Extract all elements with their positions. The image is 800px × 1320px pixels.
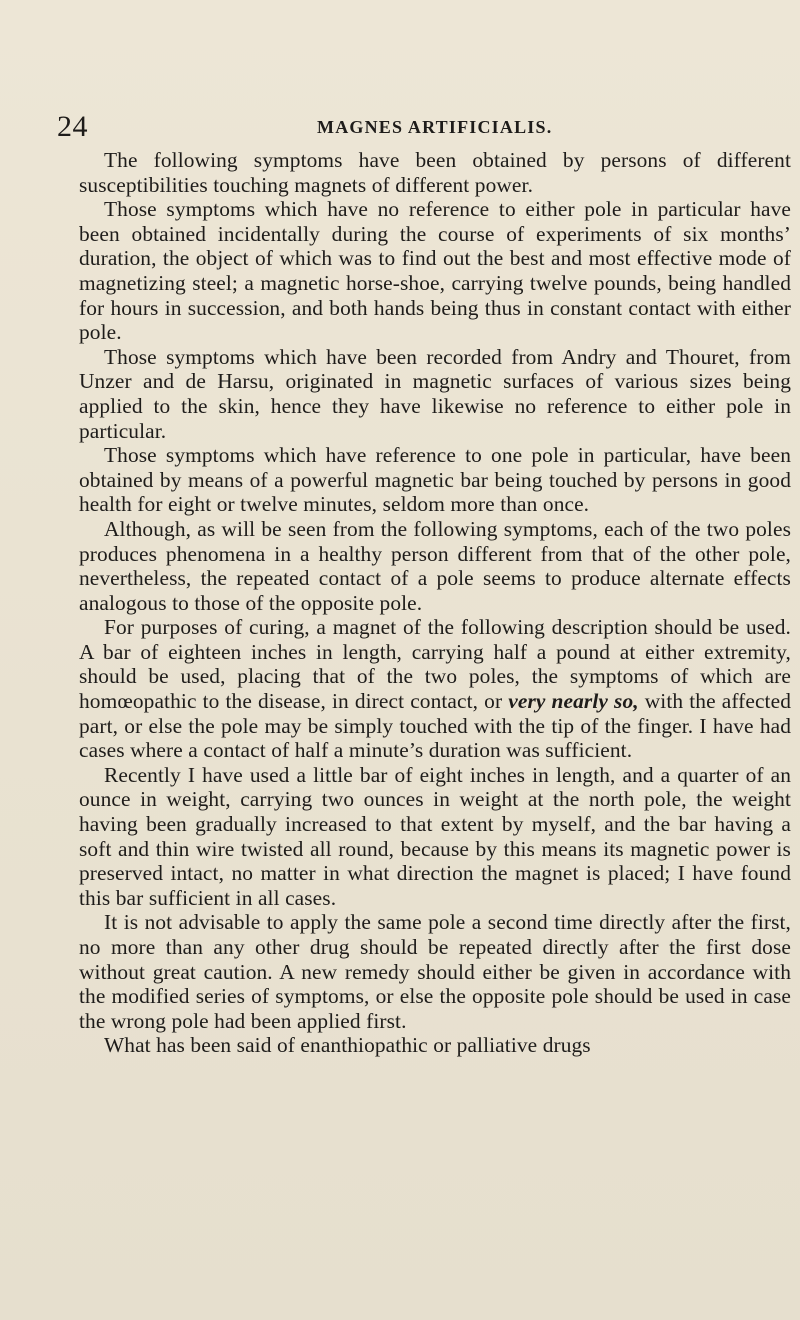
paragraph: It is not advisable to apply the same pole a second time directly after the first, no more than any other drug should be repeated directly after the first dose without great caution. A new remedy should either be given in accordance with the modified series of symptoms, or else the opposite pole should be used in case the wrong pole had been applied first. bbox=[79, 910, 791, 1033]
paragraph: Recently I have used a little bar of eight inches in length, and a quarter of an ounce in weight, carrying two ounces in weight at the north pole, the weight having been gradually increased to that extent by myself, and the bar having a soft and thin wire twisted all round, because by this means its magnetic power is preserved intact, no matter in what direction the magnet is placed; I have found this bar sufficient in all cases. bbox=[79, 762, 791, 910]
page-header bbox=[57, 112, 747, 142]
paragraph: The following symptoms have been obtained by persons of different susceptibilities touching magnets of different power. bbox=[79, 148, 791, 197]
paragraph: Those symptoms which have reference to one pole in particular, have been obtained by means of a powerful magnetic bar being touched by persons in good health for eight or twelve minutes, seldom more than once. bbox=[79, 443, 791, 517]
page-number: 24 bbox=[57, 110, 88, 143]
body-text bbox=[79, 148, 791, 1058]
paragraph bbox=[79, 615, 791, 763]
emphasis-text: very nearly so, bbox=[508, 689, 639, 714]
paragraph-text: with the affected part, or else the pole may be simply touched with the tip of the finger. I have had cases where a contact of half a minute’s duration was sufficient. bbox=[79, 689, 791, 763]
paragraph: Those symptoms which have been recorded from Andry and Thouret, from Unzer and de Harsu, originated in magnetic surfaces of various sizes being applied to the skin, hence they have likewise no reference to either pole in particular. bbox=[79, 344, 791, 443]
paragraph-text: For purposes of curing, a magnet of the following description should be used. A bar of eighteen inches in length, carrying half a pound at either extremity, should be used, placing that of the two poles, the symptoms of which are homœopathic to the disease, in direct contact, or bbox=[79, 615, 791, 714]
paragraph: What has been said of enanthiopathic or palliative drugs bbox=[104, 1033, 591, 1058]
paragraph: Although, as will be seen from the following symptoms, each of the two poles produces phenomena in a healthy person different from that of the other pole, nevertheless, the repeated contact of a pole seems to produce alternate effects analogous to those of the opposite pole. bbox=[79, 516, 791, 615]
running-head: MAGNES ARTIFICIALIS. bbox=[317, 117, 553, 137]
paragraph: Those symptoms which have no reference to either pole in particular have been obtained incidentally during the course of experiments of six months’ duration, the object of which was to find out the best and most effective mode of magnetizing steel; a magnetic horse-shoe, carrying twelve pounds, being handled for hours in succession, and both hands being thus in constant contact with either pole. bbox=[79, 197, 791, 345]
